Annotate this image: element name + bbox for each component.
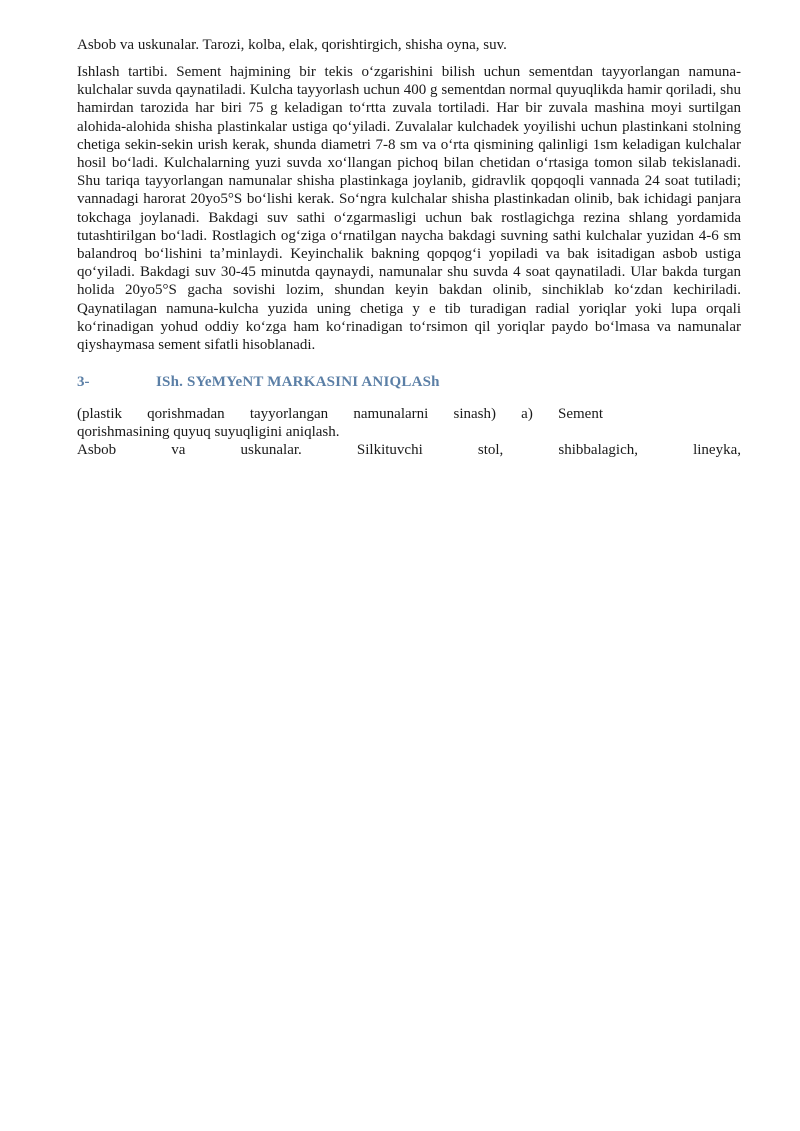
section-title: ISh. SYeMYeNT MARKASINI ANIQLASh <box>156 374 440 391</box>
document-page <box>77 36 741 459</box>
section-number: 3- <box>77 374 90 391</box>
equipment-line: Asbob va uskunalar. Tarozi, kolba, elak, qorishtirgich, shisha oyna, suv. <box>77 37 507 53</box>
subtitle-continuation: qorishmasining quyuq suyuqligini aniqlash. <box>77 424 340 441</box>
equipment-line-2: Asbob va uskunalar. Silkituvchi stol, shibbalagich, lineyka, <box>77 442 741 459</box>
section-heading <box>77 374 741 396</box>
subtitle-line: (plastik qorishmadan tayyorlangan namunalarni sinash) a) Sement <box>77 406 603 423</box>
procedure-paragraph: Ishlash tartibi. Sement hajmining bir tekis oʻzgarishini bilish uchun sementdan tayyorlangan namuna-kulchalar suvda qaynatiladi. Kulcha tayyorlash uchun 400 g sementdan normal quyuqlikda hamir qoriladi, shu hamirdan tarozida har biri 75 g keladigan toʻrtta zuvala tortiladi. Har bir zuvala mashina moyi surtilgan alohida-alohida shisha plastinkalar ustiga qoʻyiladi. Zuvalalar kulchadek yoyilishi uchun plastinkani stolning chetiga sekin-sekin urish kerak, shunda diametri 7-8 sm va oʻrta qismining qalinligi 1sm keladigan kulchalar hosil boʻladi. Kulchalarning yuzi suvda xoʻllangan pichoq bilan chetidan oʻrtasiga tomon silab tekislanadi. Shu tariqa tayyorlangan namunalar shisha plastinkaga joylanib, gidravlik qopqoqli vannada 24 soat tutiladi; vannadagi harorat 20yo5°S boʻlishi kerak. Soʻngra kulchalar shisha plastinkadan olinib, bak ichidagi panjara tokchaga joylanadi. Bakdagi suv sathi oʻzgarmasligi uchun bak rostlagichga rezina shlang yordamida tutashtirilgan boʻladi. Rostlagich ogʻziga oʻrnatilgan naycha bakdagi suvning sathi kulchalar yuzidan 4-6 sm balandroq boʻlishini taʼminlaydi. Keyinchalik bakning qopqogʻi yopiladi va bak isitadigan asbob ustiga qoʻyiladi. Bakdagi suv 30-45 minutda qaynaydi, namunalar shu suvda 4 soat qaynatiladi. Ular bakda turgan holida 20yo5°S gacha sovishi lozim, shundan keyin bakdan olinib, sinchiklab koʻzdan kechiriladi. Qaynatilagan namuna-kulcha yuzida uning chetiga y e tib turadigan radial yoriqlar yoki lupa orqali koʻrinadigan yohud oddiy koʻzga ham koʻrinadigan toʻrsimon qil yoriqlar paydo boʻlmasa va namunalar qiyshaymasa sement sifatli hisoblanadi. <box>77 64 741 354</box>
